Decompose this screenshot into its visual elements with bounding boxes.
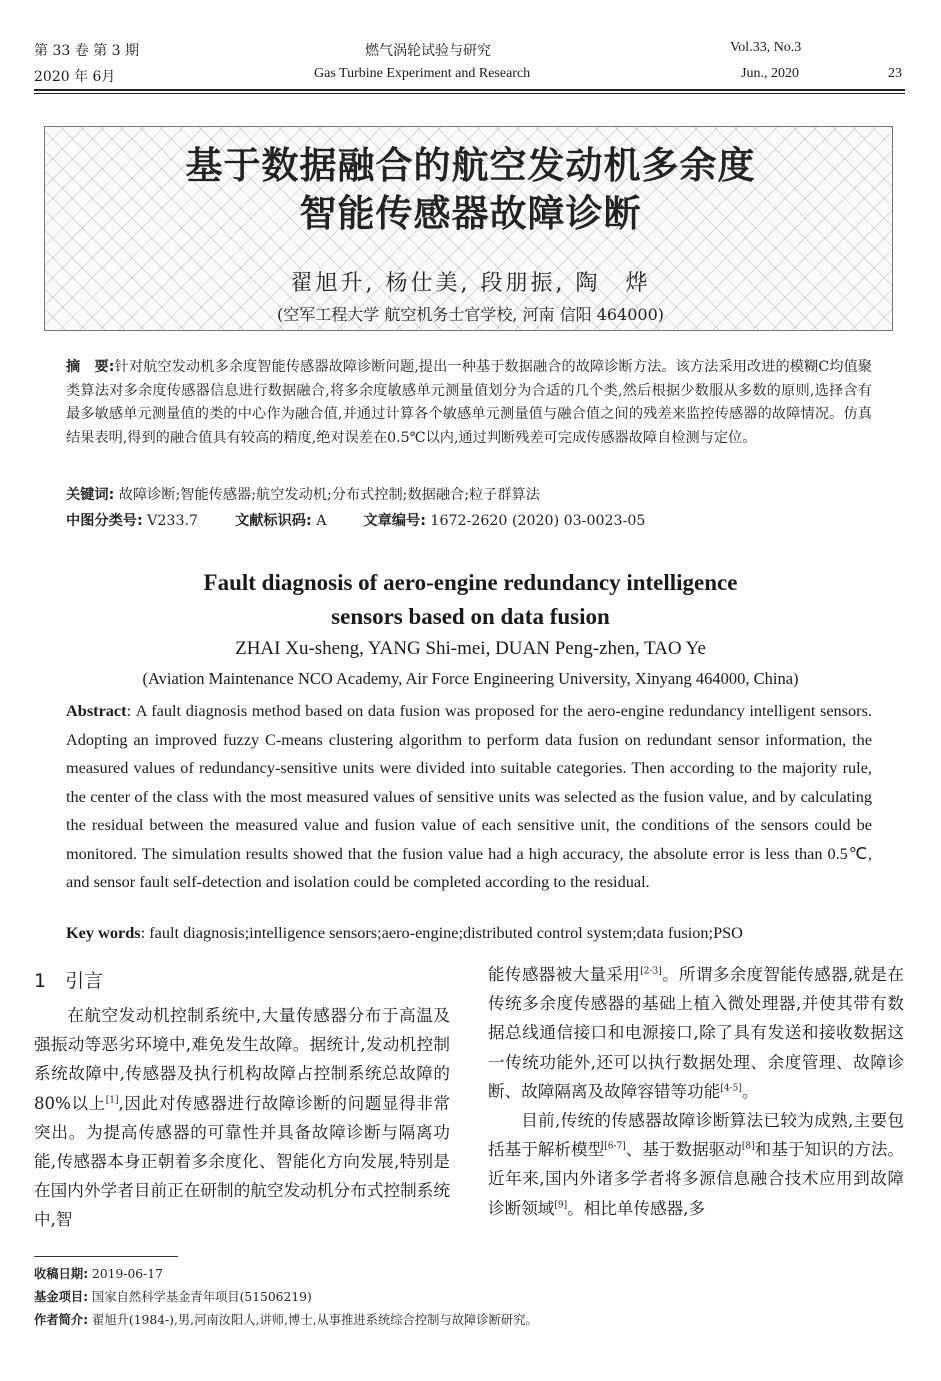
affiliation-cn: (空军工程大学 航空机务士官学校, 河南 信阳 464000): [277, 305, 664, 324]
classification-line: [66, 510, 886, 534]
clc-value: V233.7: [147, 513, 199, 529]
keywords-cn-text: 故障诊断;智能传感器;航空发动机;分布式控制;数据融合;粒子群算法: [118, 487, 540, 503]
abstract-en-text: A fault diagnosis method based on data fusion was proposed for the aero-engine redundancy intelligent sensors. Adopting an improved fuzzy C-means clustering algorithm to perform data fusion on redundant sensor information, the measured values of redundancy-sensitive units were divided into suitable categories. Then according to the majority rule, the center of the class with the most measured values of sensitive units was selected as the fusion value, and by calculating the residual between the measured value and fusion value of each sensitive unit, the conditions of the sensors could be monitored. The simulation results showed that the fusion value had a high accuracy, the absolute error is less than 0.5℃, and sensor fault self-detection and isolation could be completed according to the residual.: [66, 701, 872, 891]
clc-label: 中图分类号:: [66, 513, 143, 529]
footnote-fund: 基金项目: 国家自然科学基金青年项目(51506219): [34, 1290, 312, 1304]
title-en-line2: sensors based on data fusion: [331, 604, 610, 629]
authors-cn: 翟旭升, 杨仕美, 段朋振, 陶 烨: [290, 271, 651, 296]
volume-issue-en: Vol.33, No.3: [730, 40, 802, 55]
keywords-en-label: Key words: [66, 923, 141, 942]
paragraph-left-1: 在航空发动机控制系统中,大量传感器分布于高温及强振动等恶劣环境中,难免发生故障。据统计,发动机控制系统故障中,传感器及执行机构故障占控制系统总故障的80%以上[1],因此对传感器进行故障诊断的问题显得非常突出。为提高传感器的可靠性并具备故障诊断与隔离功能,传感器本身正朝着多余度化、智能化方向发展,特别是在国内外学者目前正在研制的航空发动机分布式控制系统中,智: [34, 1006, 450, 1230]
citation-ref: [9]: [554, 1200, 568, 1211]
header-rule-thick: [34, 89, 905, 91]
keywords-cn: [66, 484, 872, 508]
keywords-en: Key words: fault diagnosis;intelligence sensors;aero-engine;distributed control system;data fusion;PSO: [66, 923, 743, 942]
abstract-cn-text: 针对航空发动机多余度智能传感器故障诊断问题,提出一种基于数据融合的故障诊断方法。该方法采用改进的模糊C均值聚类算法对多余度传感器信息进行数据融合,将多余度敏感单元测量值划分为合适的几个类,然后根据少数服从多数的原则,选择含有最多敏感单元测量值的类的中心作为融合值,并通过计算各个敏感单元测量值与融合值之间的残差来监控传感器的故障情况。仿真结果表明,得到的融合值具有较高的精度,绝对误差在0.5℃以内,通过判断残差可完成传感器故障自检测与定位。: [66, 359, 872, 447]
date-en: Jun., 2020: [741, 66, 799, 81]
abstract-en-label: Abstract: [66, 701, 127, 720]
affiliation-en: (Aviation Maintenance NCO Academy, Air Force Engineering University, Xinyang 464000, China): [142, 669, 799, 688]
title-cn-line1: 基于数据融合的航空发动机多余度: [185, 144, 756, 187]
volume-issue-cn: 第 33 卷 第 3 期: [34, 43, 139, 59]
abstract-cn: [66, 356, 872, 451]
journal-name-cn: 燃气涡轮试验与研究: [365, 43, 491, 59]
citation-ref: [4-5]: [720, 1083, 742, 1094]
journal-name-en: Gas Turbine Experiment and Research: [314, 66, 531, 81]
doc-code-value: A: [316, 513, 327, 529]
title-cn-line2: 智能传感器故障诊断: [299, 192, 642, 235]
header-rule-thin: [34, 93, 905, 94]
doc-code-label: 文献标识码:: [235, 513, 312, 529]
citation-ref: [6-7]: [604, 1141, 626, 1152]
body-column-right: [488, 960, 904, 1223]
footnote-author: 作者简介: 翟旭升(1984-),男,河南汝阳人,讲师,博士,从事推进系统综合控制与故障诊断研究。: [34, 1313, 538, 1327]
citation-ref: [2-3]: [640, 966, 662, 977]
body-column-left: [34, 1001, 450, 1235]
footnote-rule: [34, 1256, 178, 1257]
abstract-cn-label: 摘 要:: [66, 359, 115, 375]
section-heading-intro: 1 引言: [34, 970, 104, 992]
article-no-value: 1672-2620 (2020) 03-0023-05: [430, 513, 646, 529]
title-en-line1: Fault diagnosis of aero-engine redundancy intelligence: [203, 570, 738, 595]
page-number: 23: [888, 66, 902, 81]
abstract-en: Abstract: A fault diagnosis method based on data fusion was proposed for the aero-engine redundancy intelligent sensors. Adopting an improved fuzzy C-means clustering algorithm to perform data fusion on redundant sensor information, the measured values of redundancy-sensitive units were divided into suitable categories. Then according to the majority rule, the center of the class with the most measured values of sensitive units was selected as the fusion value, and by calculating the residual between the measured value and fusion value of each sensitive unit, the conditions of the sensors could be monitored. The simulation results showed that the fusion value had a high accuracy, the absolute error is less than 0.5℃, and sensor fault self-detection and isolation could be completed according to the residual.: [66, 701, 872, 891]
paragraph-right-2: 目前,传统的传感器故障诊断算法已较为成熟,主要包括基于解析模型[6-7]、基于数据驱动[8]和基于知识的方法。近年来,国内外诸多学者将多源信息融合技术应用到故障诊断领域[9]。相比单传感器,多: [488, 1111, 905, 1218]
citation-ref: [8]: [741, 1141, 755, 1152]
date-cn: 2020 年 6月: [34, 69, 116, 85]
footnote-received: 收稿日期: 2019-06-17: [34, 1267, 163, 1281]
paragraph-right-1: 能传感器被大量采用[2-3]。所谓多余度智能传感器,就是在传统多余度传感器的基础上植入微处理器,并使其带有数据总线通信接口和电源接口,除了具有发送和接收数据这一传统功能外,还可以执行数据处理、余度管理、故障诊断、故障隔离及故障容错等功能[4-5]。: [488, 965, 905, 1101]
article-no-label: 文章编号:: [363, 513, 426, 529]
citation-ref: [1]: [105, 1095, 119, 1106]
keywords-en-text: fault diagnosis;intelligence sensors;aero-engine;distributed control system;data fusion;PSO: [149, 923, 743, 942]
authors-en: ZHAI Xu-sheng, YANG Shi-mei, DUAN Peng-zhen, TAO Ye: [235, 638, 706, 659]
keywords-cn-label: 关键词:: [66, 487, 115, 503]
